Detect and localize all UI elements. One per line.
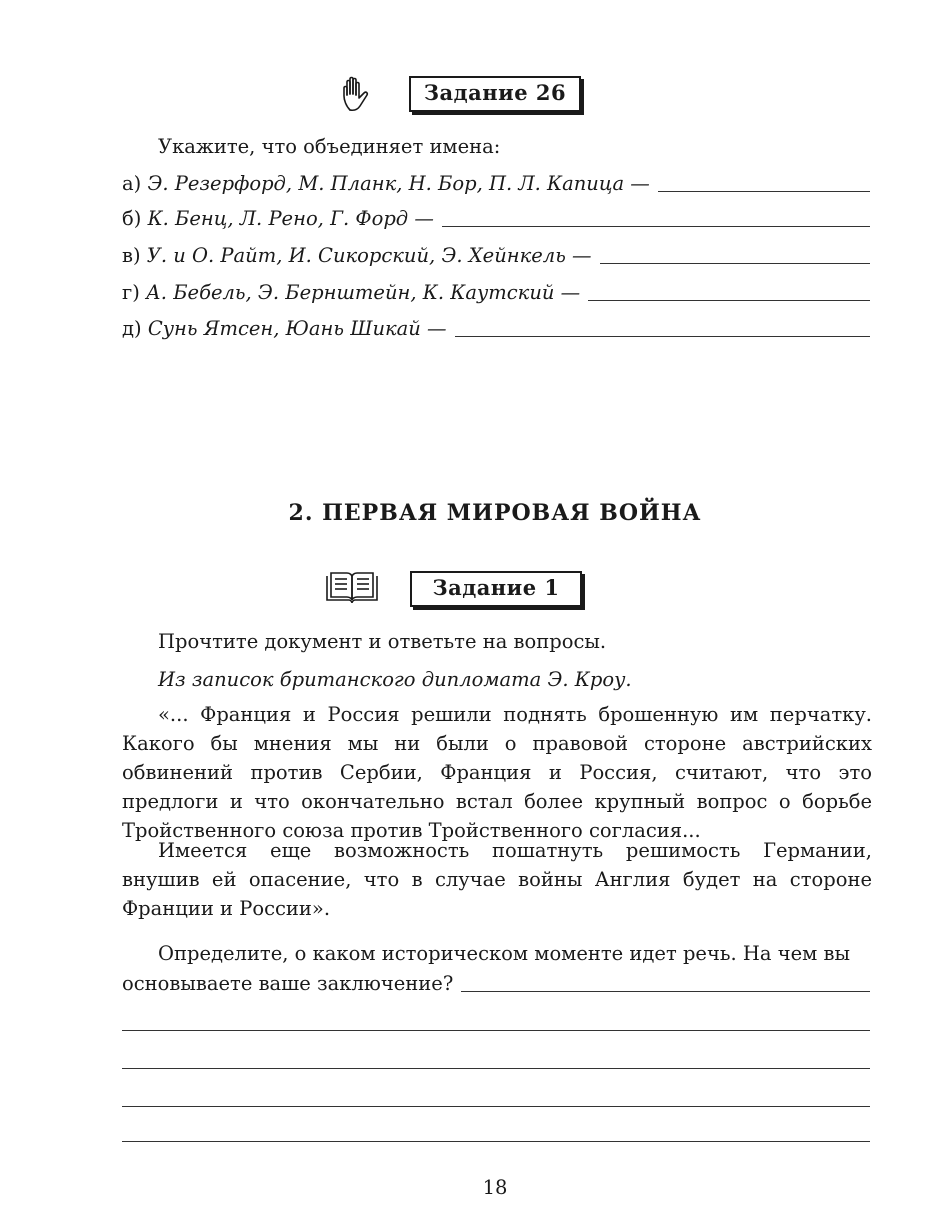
item-names: У. и О. Райт, И. Сикорский, Э. Хейнкель — [146, 244, 592, 267]
section-heading: 2. ПЕРВАЯ МИРОВАЯ ВОЙНА [288, 500, 702, 526]
task-1-instruction: Прочтите документ и ответьте на вопросы. [158, 630, 607, 653]
item-names: Сунь Ятсен, Юань Шикай — [147, 317, 447, 340]
page-number: 18 [482, 1176, 508, 1199]
item-letter: а) [122, 172, 142, 195]
task-26-item-e [122, 313, 870, 343]
answer-line[interactable] [122, 1030, 870, 1031]
answer-line[interactable] [122, 1106, 870, 1107]
answer-line[interactable] [455, 335, 870, 337]
task-26-item-d [122, 277, 870, 307]
quote-paragraph-1: «... Франция и Россия решили поднять брошенную им перчатку. Какого бы мнения мы ни были о правовой стороне австрийских обвинений против Сербии, Франция и Россия, считают, что это предлоги и что окончательно встал более крупный вопрос о борьбе Тройственного союза против Тройственного согласия... [122, 703, 872, 842]
item-names: К. Бенц, Л. Рено, Г. Форд — [147, 207, 434, 230]
quote-paragraph-2: Имеется еще возможность пошатнуть решимость Германии, внушив ей опасение, что в случае войны Англия будет на стороне Франции и России». [122, 839, 872, 920]
question-answer-row [122, 968, 870, 998]
task-26-item-b [122, 203, 870, 233]
task-26-prompt: Укажите, что объединяет имена: [158, 135, 501, 158]
answer-line[interactable] [442, 225, 870, 227]
item-letter: б) [122, 207, 142, 230]
hand-icon [338, 76, 382, 116]
question-line-2: основываете ваше заключение? [122, 972, 454, 995]
task-26-item-a [122, 168, 870, 198]
task-1-title: Задание 1 [410, 571, 582, 607]
task-26-title: Задание 26 [409, 76, 581, 112]
item-names: А. Бебель, Э. Бернштейн, К. Каутский — [146, 281, 581, 304]
item-letter: в) [122, 244, 141, 267]
answer-line[interactable] [600, 262, 870, 264]
question-line-1: Определите, о каком историческом моменте идет речь. На чем вы [158, 942, 851, 965]
item-letter: г) [122, 281, 140, 304]
open-book-icon [323, 570, 381, 606]
answer-line[interactable] [122, 1141, 870, 1142]
task-1-source: Из записок британского дипломата Э. Кроу. [158, 668, 632, 691]
item-letter: д) [122, 317, 142, 340]
answer-line[interactable] [122, 1068, 870, 1069]
item-names: Э. Резерфорд, М. Планк, Н. Бор, П. Л. Капица — [147, 172, 650, 195]
answer-line[interactable] [658, 190, 870, 192]
answer-line[interactable] [461, 990, 870, 992]
task-26-item-c [122, 240, 870, 270]
answer-line[interactable] [588, 299, 870, 301]
